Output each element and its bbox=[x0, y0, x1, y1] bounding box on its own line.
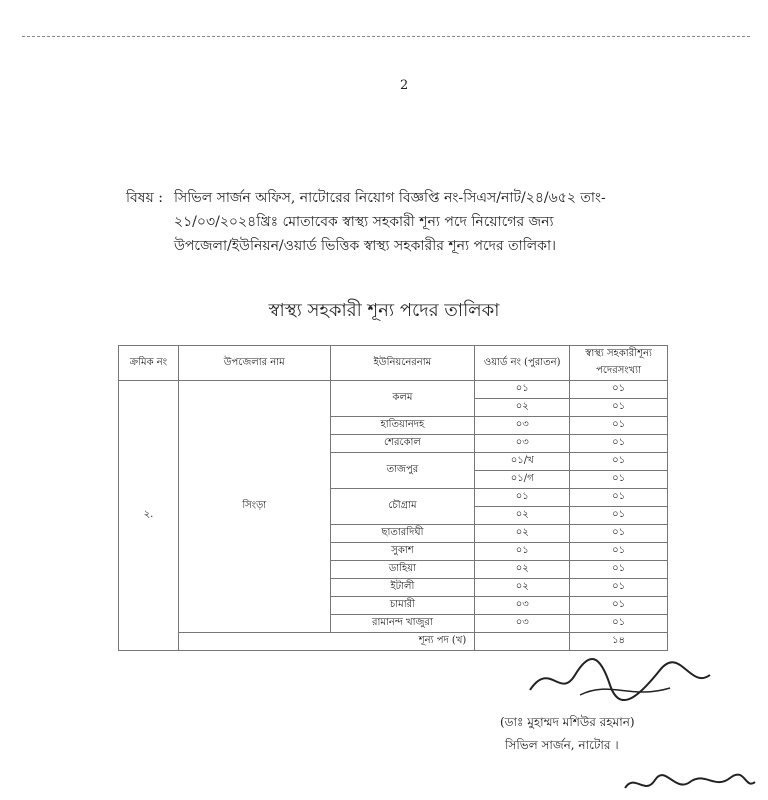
table-row bbox=[119, 381, 668, 399]
ward-cell: ০১/খ bbox=[475, 453, 570, 471]
union-cell: ডাহিয়া bbox=[330, 561, 475, 579]
count-cell: ০১ bbox=[570, 381, 668, 399]
union-cell: রামানন্দ খাজুরা bbox=[330, 615, 475, 633]
ward-cell: ০২ bbox=[475, 399, 570, 417]
signatory-name: (ডাঃ মুহাম্মদ মশিউর রহমান) bbox=[500, 715, 635, 729]
count-cell: ০১ bbox=[570, 489, 668, 507]
header-vacancy-count: স্বাস্থ্য সহকারীশূন্য পদেরসংখ্যা bbox=[570, 346, 668, 381]
total-row bbox=[119, 633, 668, 651]
count-cell: ০১ bbox=[570, 579, 668, 597]
initial-signature bbox=[620, 768, 760, 800]
ward-cell: ০৩ bbox=[475, 435, 570, 453]
total-empty-cell bbox=[475, 633, 570, 651]
ward-cell: ০৩ bbox=[475, 417, 570, 435]
subject-line-2: ২১/০৩/২০২৪খ্রিঃ মোতাবেক স্বাস্থ্য সহকারী শূন্য পদে নিয়োগের জন্য bbox=[174, 214, 554, 230]
ward-cell: ০৩ bbox=[475, 615, 570, 633]
signature bbox=[520, 650, 720, 705]
union-cell: শেরকোল bbox=[330, 435, 475, 453]
table-title: স্বাস্থ্য সহকারী শূন্য পদের তালিকা bbox=[268, 300, 500, 321]
header-union: ইউনিয়নেরনাম bbox=[330, 346, 475, 381]
count-cell: ০১ bbox=[570, 615, 668, 633]
signatory-title: সিভিল সার্জন, নাটোর । bbox=[505, 738, 619, 752]
header-serial: ক্রমিক নং bbox=[119, 346, 179, 381]
header-upazila: উপজেলার নাম bbox=[178, 346, 330, 381]
count-cell: ০১ bbox=[570, 507, 668, 525]
ward-cell: ০২ bbox=[475, 561, 570, 579]
count-cell: ০১ bbox=[570, 417, 668, 435]
ward-cell: ০১ bbox=[475, 381, 570, 399]
ward-cell: ০১/গ bbox=[475, 471, 570, 489]
count-cell: ০১ bbox=[570, 471, 668, 489]
total-label: শূন্য পদ (খ) bbox=[178, 633, 474, 651]
subject-line-1: সিভিল সার্জন অফিস, নাটোরের নিয়োগ বিজ্ঞপ্তি নং-সিএস/নাট/২৪/৬৫২ তাং- bbox=[174, 190, 606, 206]
count-cell: ০১ bbox=[570, 525, 668, 543]
count-cell: ০১ bbox=[570, 561, 668, 579]
count-cell: ০১ bbox=[570, 399, 668, 417]
subject-label: বিষয় : bbox=[126, 190, 163, 206]
ward-cell: ০২ bbox=[475, 579, 570, 597]
count-cell: ০১ bbox=[570, 453, 668, 471]
ward-cell: ০২ bbox=[475, 525, 570, 543]
total-value: ১৪ bbox=[570, 633, 668, 651]
union-cell: তাজপুর bbox=[330, 453, 475, 489]
ward-cell: ০২ bbox=[475, 507, 570, 525]
page-number: 2 bbox=[400, 78, 409, 93]
union-cell: সুকাশ bbox=[330, 543, 475, 561]
ward-cell: ০৩ bbox=[475, 597, 570, 615]
count-cell: ০১ bbox=[570, 543, 668, 561]
union-cell: চৌগ্রাম bbox=[330, 489, 475, 525]
union-cell: চামারী bbox=[330, 597, 475, 615]
subject-line-3: উপজেলা/ইউনিয়ন/ওয়ার্ড ভিত্তিক স্বাস্থ্য সহকারীর শূন্য পদের তালিকা। bbox=[174, 238, 557, 254]
count-cell: ০১ bbox=[570, 435, 668, 453]
serial-cell: ২. bbox=[119, 381, 179, 651]
upazila-cell: সিংড়া bbox=[178, 381, 330, 633]
union-cell: ছাতারদিঘী bbox=[330, 525, 475, 543]
table-header-row bbox=[119, 346, 668, 381]
union-cell: কলম bbox=[330, 381, 475, 417]
header-ward: ওয়ার্ড নং (পুরাতন) bbox=[475, 346, 570, 381]
top-divider bbox=[22, 36, 750, 37]
union-cell: হাতিয়ানদহ bbox=[330, 417, 475, 435]
count-cell: ০১ bbox=[570, 597, 668, 615]
ward-cell: ০১ bbox=[475, 489, 570, 507]
subject-paragraph bbox=[126, 186, 646, 258]
union-cell: ইটালী bbox=[330, 579, 475, 597]
vacancy-table bbox=[118, 345, 668, 651]
ward-cell: ০১ bbox=[475, 543, 570, 561]
